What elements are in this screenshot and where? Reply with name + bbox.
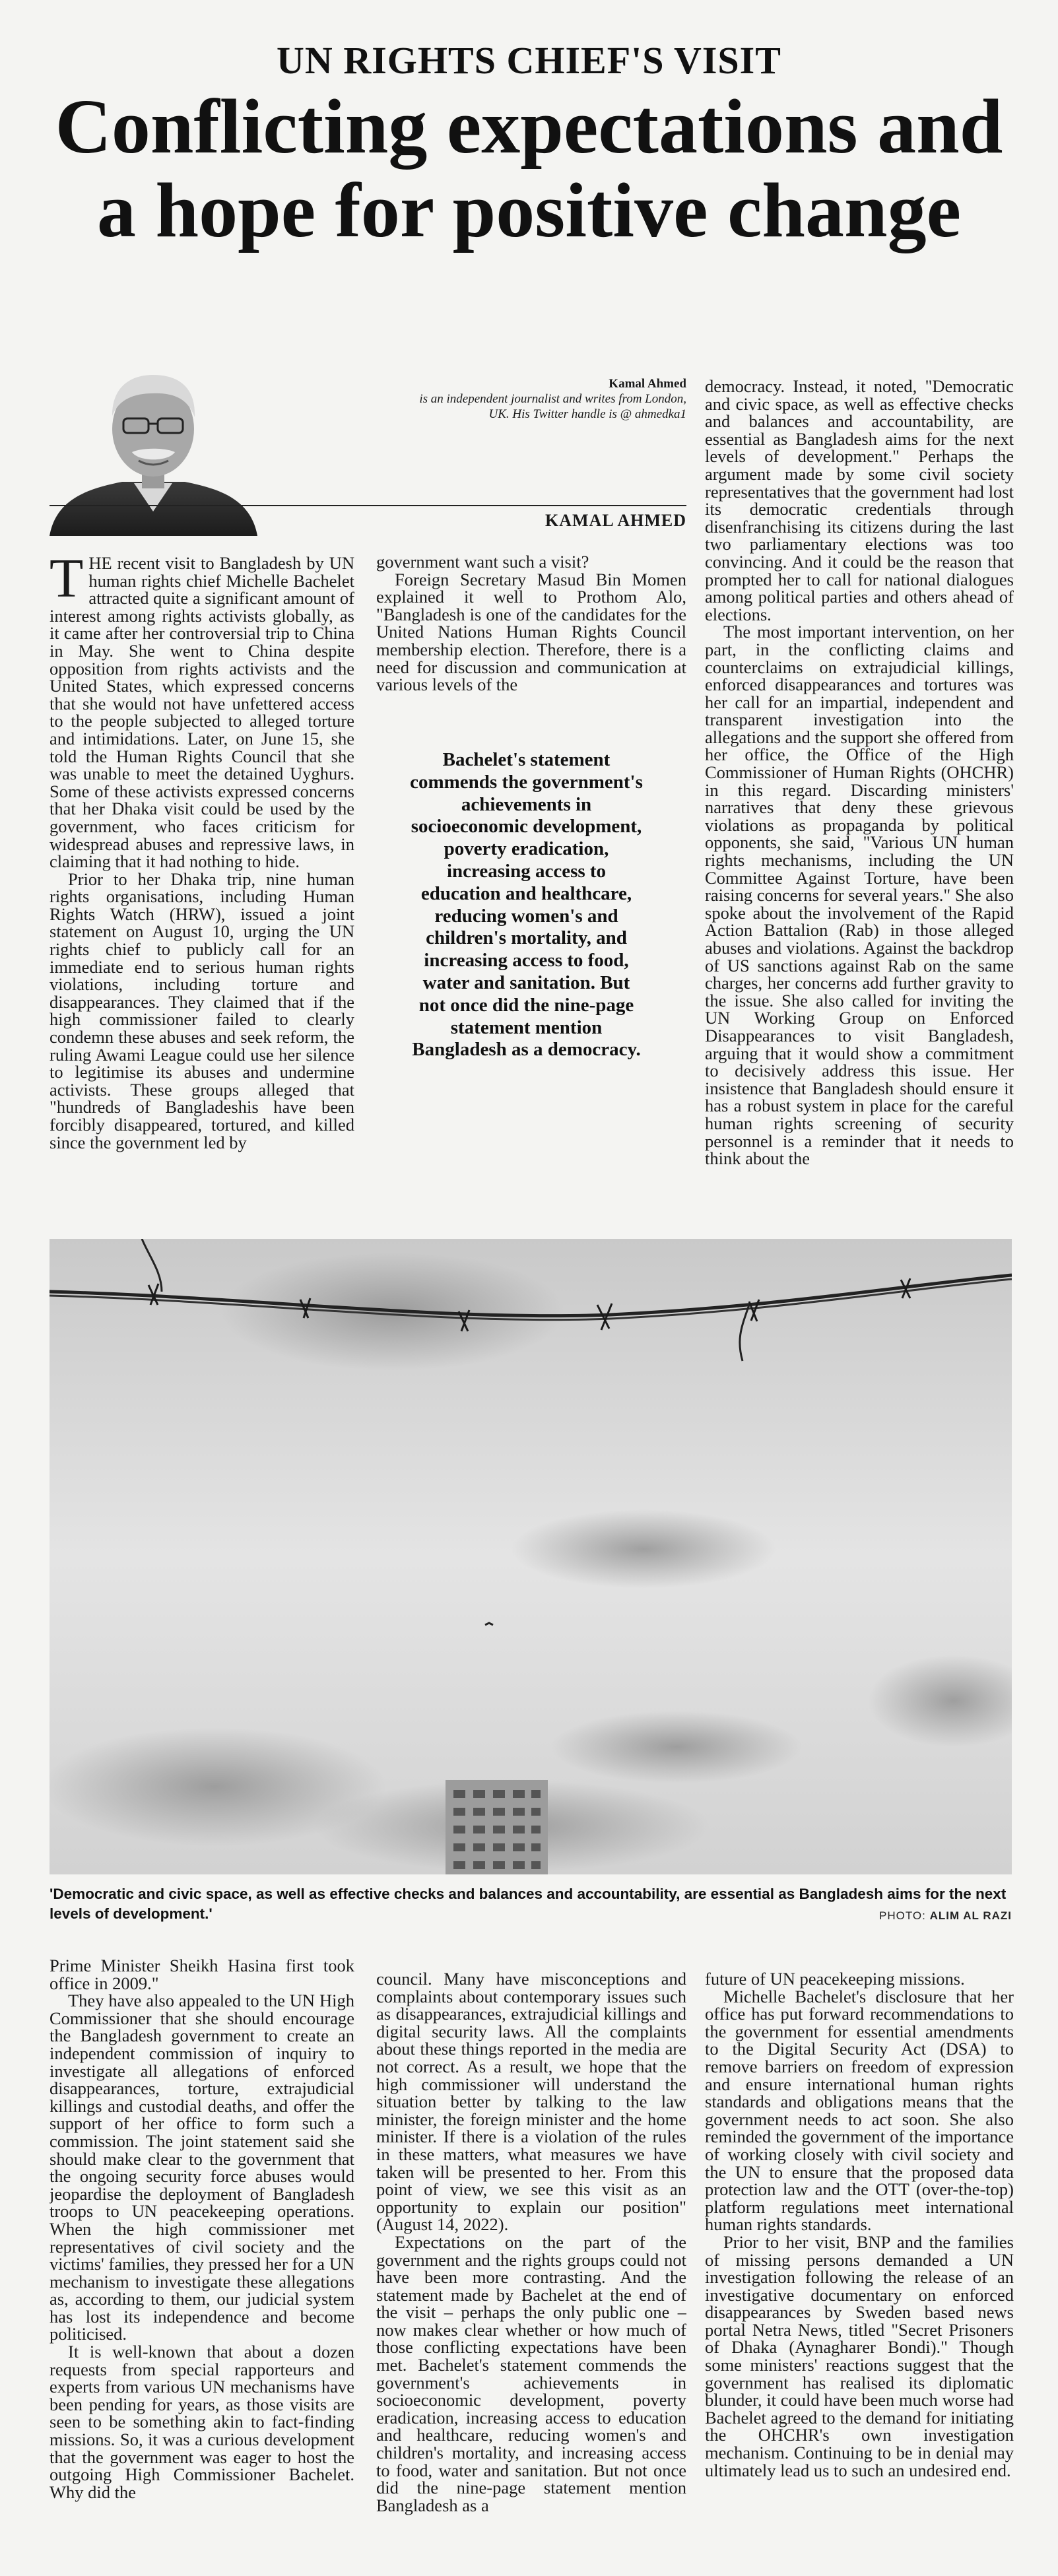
byline-rule <box>50 505 686 506</box>
paragraph: government want such a visit? <box>376 553 589 572</box>
author-bio-name: Kamal Ahmed <box>609 377 686 391</box>
paragraph: Prior to her Dhaka trip, nine human rights organisations, including Human Rights Watch (HRW), issued a joint statement on August 10, urging the UN rights chief to publicly call for an immediate end to serious human rights violations, including torture and disappearances. They claimed that if the high commissioner failed to clearly condemn these abuses and seek reform, the ruling Awami League could use her silence to legitimise its abuses and undermine activists. These groups alleged that "hundreds of Bangladeshis have been forcibly disappeared, tortured, and killed since the government led by <box>50 869 354 1152</box>
paragraph: The most important intervention, on her part, in the conflicting claims and counterclaims on extrajudicial killings, enforced disappearances and tortures was her call for an impartial, independent and transparent investigation into the allegations and the support she offered from her office, the Office of the High Commissioner of Human Rights (OHCHR) in this regard. Discarding ministers' narratives that deny these grievous violations as propaganda by political opponents, she said, "Various UN human rights mechanisms, including the UN Committee Against Torture, have been raising concerns for several years." She also spoke about the involvement of the Rapid Action Battalion (Rab) in those alleged abuses and violations. Against the backdrop of US sanctions against Rab on the same charges, her concerns add further gravity to the issue. She also called for inviting the UN Working Group on Enforced Disappearances to visit Bangladesh, arguing that it would show a commitment to decisively address this issue. Her insistence that Bangladesh should ensure it has a robust system in place for the careful human rights screening of security personnel is a reminder that it needs to think about the <box>705 622 1014 1169</box>
byline: KAMAL AHMED <box>545 511 686 530</box>
paragraph: future of UN peacekeeping missions. <box>705 1970 965 1989</box>
paragraph: Prime Minister Sheikh Hasina first took office in 2009." <box>50 1957 354 1993</box>
photo-credit-name: ALIM AL RAZI <box>929 1909 1012 1922</box>
author-photo <box>50 363 257 536</box>
paragraph: Foreign Secretary Masud Bin Momen explained it well to Prothom Alo, "Bangladesh is one of the candidates for the United Nations Human Rights Council membership election. Therefore, there is a need for discussion and communication at various levels of the <box>376 569 686 695</box>
photo-credit <box>879 1909 1012 1923</box>
pull-quote: Bachelet's statement commends the government's achievements in socioeconomic development, poverty eradication, increasing access to education and healthcare, reducing women's and children's mortality, and increasing access to food, water and sanitation. But not once did the nine-page statement mention Bangladesh as a democracy. <box>410 749 643 1061</box>
article-column-2 <box>376 553 686 711</box>
photo-caption: 'Democratic and civic space, as well as effective checks and balances and accountability, are essential as Bangladesh aims for the next levels of development.' <box>50 1886 1007 1922</box>
paragraph-text: HE recent visit to Bangladesh by UN human rights chief Michelle Bachelet attracted quite a significant amount of interest among rights activists globally, as it came after her controversial trip to China in May. She went to China despite opposition from rights activists and the United States, which expressed concerns that she would not have unfettered access to the people subjected to alleged torture and intimidations. Later, on June 15, she told the Human Rights Council that she was unable to meet the detained Uyghurs. Some of these activists expressed concerns that her Dhaka visit could be used by the government, who faces criticism for widespread abuses and repressive laws, in claiming that it had nothing to hide. <box>50 554 354 872</box>
headline: Conflicting expectations and a hope for positive change <box>55 83 1003 253</box>
article-column-1 <box>50 554 354 1228</box>
photo-credit-label: PHOTO: <box>879 1909 926 1922</box>
article-column-6 <box>705 1970 1014 2551</box>
author-bio-text: is an independent journalist and writes from London, UK. His Twitter handle is @ ahmedka1 <box>419 392 686 421</box>
author-bio <box>396 376 686 422</box>
article-column-5 <box>376 1970 686 2551</box>
paragraph: Prior to her visit, BNP and the families of missing persons demanded a UN investigation following the release of an investigative documentary on enforced disappearances by Sweden based news portal Netra News, titled "Secret Prisoners of Dhaka (Aynagharer Bondi)." Though some ministers' reactions suggest that the government has realised its diplomatic blunder, it could have been much worse had Bachelet agreed to the demand for initiating the OHCHR's own investigation mechanism. Continuing to be in denial may ultimately lead us to such an undesired end. <box>705 2231 1014 2480</box>
paragraph <box>50 554 354 871</box>
paragraph: council. Many have misconceptions and complaints about contemporary issues such as disappearances, extrajudicial killings and digital security laws. All the complaints about these things reported in the media are not correct. As a result, we hope that the high commissioner will understand the situation better by talking to the law minister, the foreign minister and the home minister. If there is a violation of the rules in these matters, what measures we have taken will be presented to her. From this point of view, we see this visit as an opportunity to explain our position" (August 14, 2022). <box>376 1970 686 2235</box>
paragraph: Expectations on the part of the government and the rights groups could not have been more contrasting. And the statement made by Bachelet at the end of the visit – perhaps the only public one – now makes clear whether or how much of those conflicting expectations have been met. Bachelet's statement commends the government's achievements in socioeconomic development, poverty eradication, increasing access to education and healthcare, reducing women's and children's mortality, and increasing access to food, water and sanitation. But not once did the nine-page statement mention Bangladesh as a <box>376 2231 686 2515</box>
paragraph: They have also appealed to the UN High Commissioner that she should encourage the Bangladesh government to create an independent commission of inquiry to investigate all allegations of enforced disappearances, torture, extrajudicial killings and custodial deaths, and offer the support of her office to form such a commission. The joint statement said she should make clear to the government that the ongoing security force abuses would jeopardise the deployment of Bangladesh troops to UN peacekeeping operations. When the high commissioner met representatives of civil society and the victims' families, they pressed her for a UN mechanism to investigate these allegations as, according to them, our judicial system has lost its independence and become politicised. <box>50 1991 354 2344</box>
paragraph: It is well-known that about a dozen requests from special rapporteurs and experts from various UN mechanisms have been pending for years, as those visits are seen to be something akin to fact-finding missions. So, it was a curious development that the government was eager to host the outgoing High Commissioner Bachelet. Why did the <box>50 2342 354 2502</box>
dropcap: T <box>50 554 84 609</box>
article-column-4 <box>50 1957 354 2551</box>
kicker: UN RIGHTS CHIEF'S VISIT <box>277 39 781 82</box>
barbed-wire-photo <box>50 1239 1012 1874</box>
paragraph: Michelle Bachelet's disclosure that her office has put forward recommendations to the government for essential amendments to the Digital Security Act (DSA) to remove barriers on freedom of expression and ensure international human rights standards and obligations means that the government needs to act soon. She also reminded the government of the importance of working closely with civil society and the UN to ensure that the proposed data protection law and the OTT (over-the-top) platform regulations meet international human rights standards. <box>705 1986 1014 2235</box>
article-column-3 <box>705 378 1014 1228</box>
paragraph: democracy. Instead, it noted, "Democratic and civic space, as well as effective checks and balances and accountability, are essential as Bangladesh aims for the next levels of development." Perhaps the argument made by some civil society representatives that the government had lost its democratic credentials through disenfranchising its citizens during the last two parliamentary elections was too convincing. And it could be the reason that prompted her to call for national dialogues among political parties and others ahead of elections. <box>705 378 1014 624</box>
